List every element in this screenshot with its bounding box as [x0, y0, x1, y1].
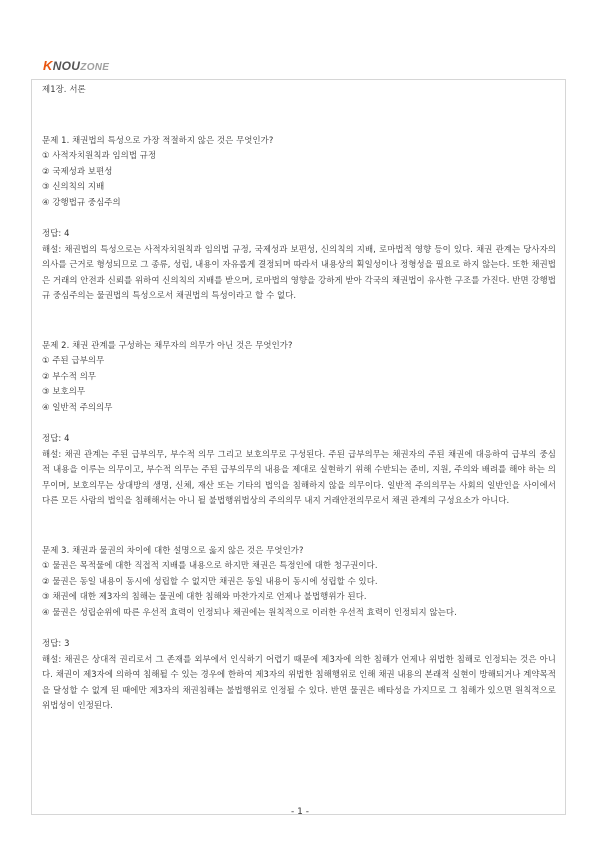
question-title: 문제 1. 채권법의 특성으로 가장 적절하지 않은 것은 무엇인가?	[42, 134, 274, 145]
explanation: 해설: 채권은 상대적 권리로서 그 존재를 외부에서 인식하기 어렵기 때문에 제3자에 의한 침해가 언제나 위법한 침해로 인정되는 것은 아니다. 채권이 제3자에 의하여 침해될 수 있는 경우에 한하여 제3자의 위법한 침해행위로 인해 채권 내용의 본래적 실현이 방해되거나 계약목적을 달성할 수 없게 된 때에만 제3자의 채권침해는 불법행위로 인정될 수 있다. 반면 물권은 배타성을 가지므로 그 침해가 있으면 원칙적으로 위법성이 인정된다.	[42, 653, 556, 710]
option-4: ④ 강행법규 중심주의	[42, 196, 121, 207]
explanation: 해설: 채권법의 특성으로는 사적자치원칙과 임의법 규정, 국제성과 보편성, 신의칙의 지배, 로마법적 영향 등이 있다. 채권 관계는 당사자의 의사를 근거로 형성되므로 그 종류, 성립, 내용이 자유롭게 결정되며 따라서 내용상의 획일성이나 정형성을 필요로 하지 않는다. 또한 채권법은 거래의 안전과 신뢰를 위하여 신의칙의 지배를 받으며, 로마법의 영향을 강하게 받아 각국의 채권법이 유사한 구조를 가진다. 반면 강행법규 중심주의는 물권법의 특성으로서 채권법의 특성이라고 할 수 없다.	[42, 243, 556, 300]
option-1: ① 물권은 목적물에 대한 직접적 지배를 내용으로 하지만 채권은 특정인에 대한 청구권이다.	[42, 560, 378, 570]
question-title: 문제 3. 채권과 물권의 차이에 대한 설명으로 옳지 않은 것은 무엇인가?	[42, 544, 304, 555]
knouzone-logo	[43, 58, 109, 73]
question-title: 문제 2. 채권 관계를 구성하는 채무자의 의무가 아닌 것은 무엇인가?	[42, 339, 293, 350]
option-1: ① 주된 급부의무	[42, 355, 105, 365]
option-3: ③ 보호의무	[42, 386, 86, 396]
logo-k: K	[43, 58, 53, 73]
option-2: ② 물권은 동일 내용이 동시에 성립할 수 없지만 채권은 동일 내용이 동시에 성립할 수 있다.	[42, 575, 378, 586]
option-2: ② 국제성과 보편성	[42, 165, 113, 176]
document-content	[42, 82, 556, 714]
option-3: ③ 채권에 대한 제3자의 침해는 물권에 대한 침해와 마찬가지로 언제나 불법행위가 된다.	[42, 591, 367, 601]
option-1: ① 사적자치원칙과 임의법 규정	[42, 150, 157, 160]
answer: 정답: 4	[42, 433, 70, 443]
chapter-title: 제1장. 서론	[42, 84, 86, 94]
option-4: ④ 일반적 주의의무	[42, 401, 113, 412]
answer: 정답: 4	[42, 228, 70, 238]
explanation: 해설: 채권 관계는 주된 급부의무, 부수적 의무 그리고 보호의무로 구성된다. 주된 급부의무는 채권자의 주된 채권에 대응하여 급부의 중심적 내용을 이루는 의무이고, 부수적 의무는 주된 급부의무의 내용을 제대로 실현하기 위해 수반되는 준비, 지원, 주의와 배려를 해야 하는 의무이며, 보호의무는 상대방의 생명, 신체, 재산 또는 기타의 법익을 침해하지 않을 의무이다. 일반적 주의의무는 사회의 일반인을 사이에서 다른 모든 사람의 법익을 침해해서는 아니 될 불법행위법상의 주의의무 내지 거래안전의무로서 채권 관계의 구성요소가 아니다.	[42, 448, 556, 505]
logo-nou: NOU	[52, 59, 81, 73]
question-1	[42, 133, 556, 304]
option-3: ③ 신의칙의 지배	[42, 181, 105, 191]
question-3	[42, 543, 556, 714]
answer: 정답: 3	[42, 638, 70, 648]
option-4: ④ 물권은 성립순위에 따른 우선적 효력이 인정되나 채권에는 원칙적으로 이러한 우선적 효력이 인정되지 않는다.	[42, 606, 457, 617]
option-2: ② 부수적 의무	[42, 370, 97, 381]
logo-zone: ZONE	[80, 62, 110, 73]
question-2	[42, 338, 556, 509]
page-number: - 1 -	[291, 807, 309, 817]
